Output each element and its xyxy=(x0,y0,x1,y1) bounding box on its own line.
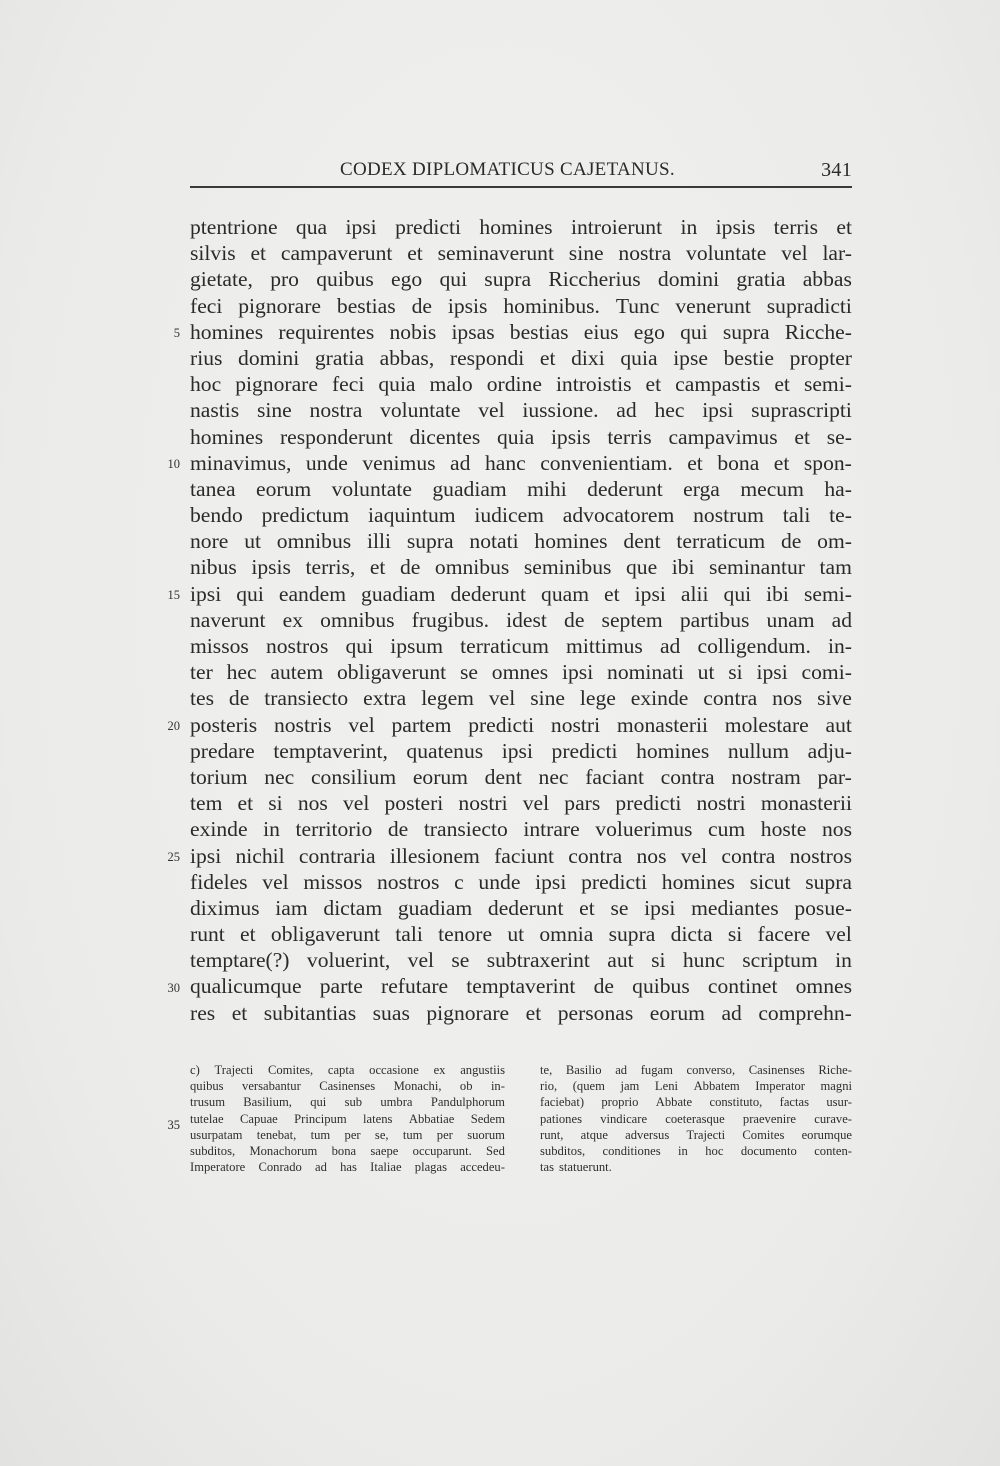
line-number: 5 xyxy=(173,325,180,340)
footnote-line: quibus versabantur Casinenses Monachi, ob in- xyxy=(190,1079,505,1094)
text-line: naverunt ex omnibus frugibus. idest de septem partibus unam ad xyxy=(190,607,852,632)
footnote-line: tas statuerunt. xyxy=(540,1160,612,1175)
text-line: temptare(?) voluerint, vel se subtraxerint aut si hunc scriptum in xyxy=(190,948,852,973)
text-line: minavimus, unde venimus ad hanc convenientiam. et bona et spon- xyxy=(190,450,852,475)
text-line: predare temptaverint, quatenus ipsi predicti homines nullum adju- xyxy=(190,738,852,763)
text-line: tanea eorum voluntate guadiam mihi dederunt erga mecum ha- xyxy=(190,476,852,501)
footnote-line: te, Basilio ad fugam converso, Casinenses Riche- xyxy=(540,1063,852,1077)
text-line: hoc pignorare feci quia malo ordine introistis et campastis et semi- xyxy=(190,372,852,397)
running-title: CODEX DIPLOMATICUS CAJETANUS. xyxy=(340,159,675,180)
footnote-line: c) Trajecti Comites, capta occasione ex angustiis xyxy=(190,1063,505,1077)
text-line: ptentrione qua ipsi predicti homines introierunt in ipsis terris et xyxy=(190,215,852,239)
footnote-line: runt, atque adversus Trajecti Comites eorumque xyxy=(540,1127,852,1142)
header-rule xyxy=(190,186,852,188)
text-line: posteris nostris vel partem predicti nostri monasterii molestare aut xyxy=(190,712,852,737)
footnote-line: pationes vindicare coeterasque praevenire curave- xyxy=(540,1111,852,1126)
text-line: tes de transiecto extra legem vel sine lege exinde contra nos sive xyxy=(190,686,852,711)
text-line: nibus ipsis terris, et de omnibus seminibus que ibi seminantur tam xyxy=(190,555,852,580)
line-number: 15 xyxy=(167,587,180,602)
line-number: 20 xyxy=(167,718,180,733)
text-line: homines responderunt dicentes quia ipsis terris campavimus et se- xyxy=(190,424,852,449)
main-text xyxy=(190,214,852,1026)
footnote-line: rio, (quem jam Leni Abbatem Imperator magni xyxy=(540,1079,852,1094)
text-line: diximus iam dictam guadiam dederunt et se ipsi mediantes posue- xyxy=(190,895,852,920)
footnote-line: faciebat) proprio Abbate constituto, factas usur- xyxy=(540,1095,852,1110)
line-number: 10 xyxy=(167,456,180,471)
footnote-column-right xyxy=(540,1062,852,1175)
text-line: missos nostros qui ipsum terraticum mittimus ad colligendum. in- xyxy=(190,634,852,658)
text-line: homines requirentes nobis ipsas bestias eius ego qui supra Ricche- xyxy=(190,319,852,344)
footnote-line: subditos, Monachorum bona saepe occuparunt. Sed xyxy=(190,1143,505,1158)
text-line: silvis et campaverunt et seminaverunt sine nostra voluntate vel lar- xyxy=(190,241,852,266)
footnote-line-number: 35 xyxy=(167,1118,180,1132)
text-line: ipsi nichil contraria illesionem faciunt contra nos vel contra nostros xyxy=(190,843,852,868)
text-line: exinde in territorio de transiecto intrare voluerimus cum hoste nos xyxy=(190,817,852,842)
text-line: gietate, pro quibus ego qui supra Riccherius domini gratia abbas xyxy=(190,267,852,292)
text-line: nastis sine nostra voluntate vel iussione. ad hec ipsi suprascripti xyxy=(190,398,852,423)
footnote-line: trusum Basilium, qui sub umbra Pandulphorum xyxy=(190,1095,505,1110)
line-number: 30 xyxy=(167,980,180,995)
text-line: rius domini gratia abbas, respondi et dixi quia ipse bestie propter xyxy=(190,345,852,370)
text-line: ipsi qui eandem guadiam dederunt quam et ipsi alii qui ibi semi- xyxy=(190,581,852,606)
footnote-line: subditos, conditiones in hoc documento conten- xyxy=(540,1143,852,1158)
footnote-line: Imperatore Conrado ad has Italiae plagas accedeu- xyxy=(190,1160,505,1175)
text-line: res et subitantias suas pignorare et personas eorum ad comprehn- xyxy=(190,1000,852,1025)
text-line: bendo predictum iaquintum iudicem advocatorem nostrum tali te- xyxy=(190,503,852,528)
text-line: tem et si nos vel posteri nostri vel pars predicti nostri monasterii xyxy=(190,791,852,816)
text-line: runt et obligaverunt tali tenore ut omnia supra dicta si facere vel xyxy=(190,922,852,947)
footnote-column-left xyxy=(190,1062,505,1175)
text-line: ter hec autem obligaverunt se omnes ipsi nominati ut si ipsi comi- xyxy=(190,660,852,685)
text-line: nore ut omnibus illi supra notati homines dent terraticum de om- xyxy=(190,529,852,554)
text-line: feci pignorare bestias de ipsis hominibus. Tunc venerunt supradicti xyxy=(190,293,852,318)
line-number: 25 xyxy=(167,849,180,864)
running-header xyxy=(190,155,852,185)
text-line: qualicumque parte refutare temptaverint de quibus continet omnes xyxy=(190,974,852,999)
page-number: 341 xyxy=(821,159,852,181)
footnote-line: usurpatam tenebat, tum per se, tum per suorum xyxy=(190,1127,505,1142)
footnote-line: tutelae Capuae Principum latens Abbatiae Sedem xyxy=(190,1111,505,1126)
text-line: torium nec consilium eorum dent nec faciant contra nostram par- xyxy=(190,764,852,789)
text-line: fideles vel missos nostros c unde ipsi predicti homines sicut supra xyxy=(190,869,852,894)
